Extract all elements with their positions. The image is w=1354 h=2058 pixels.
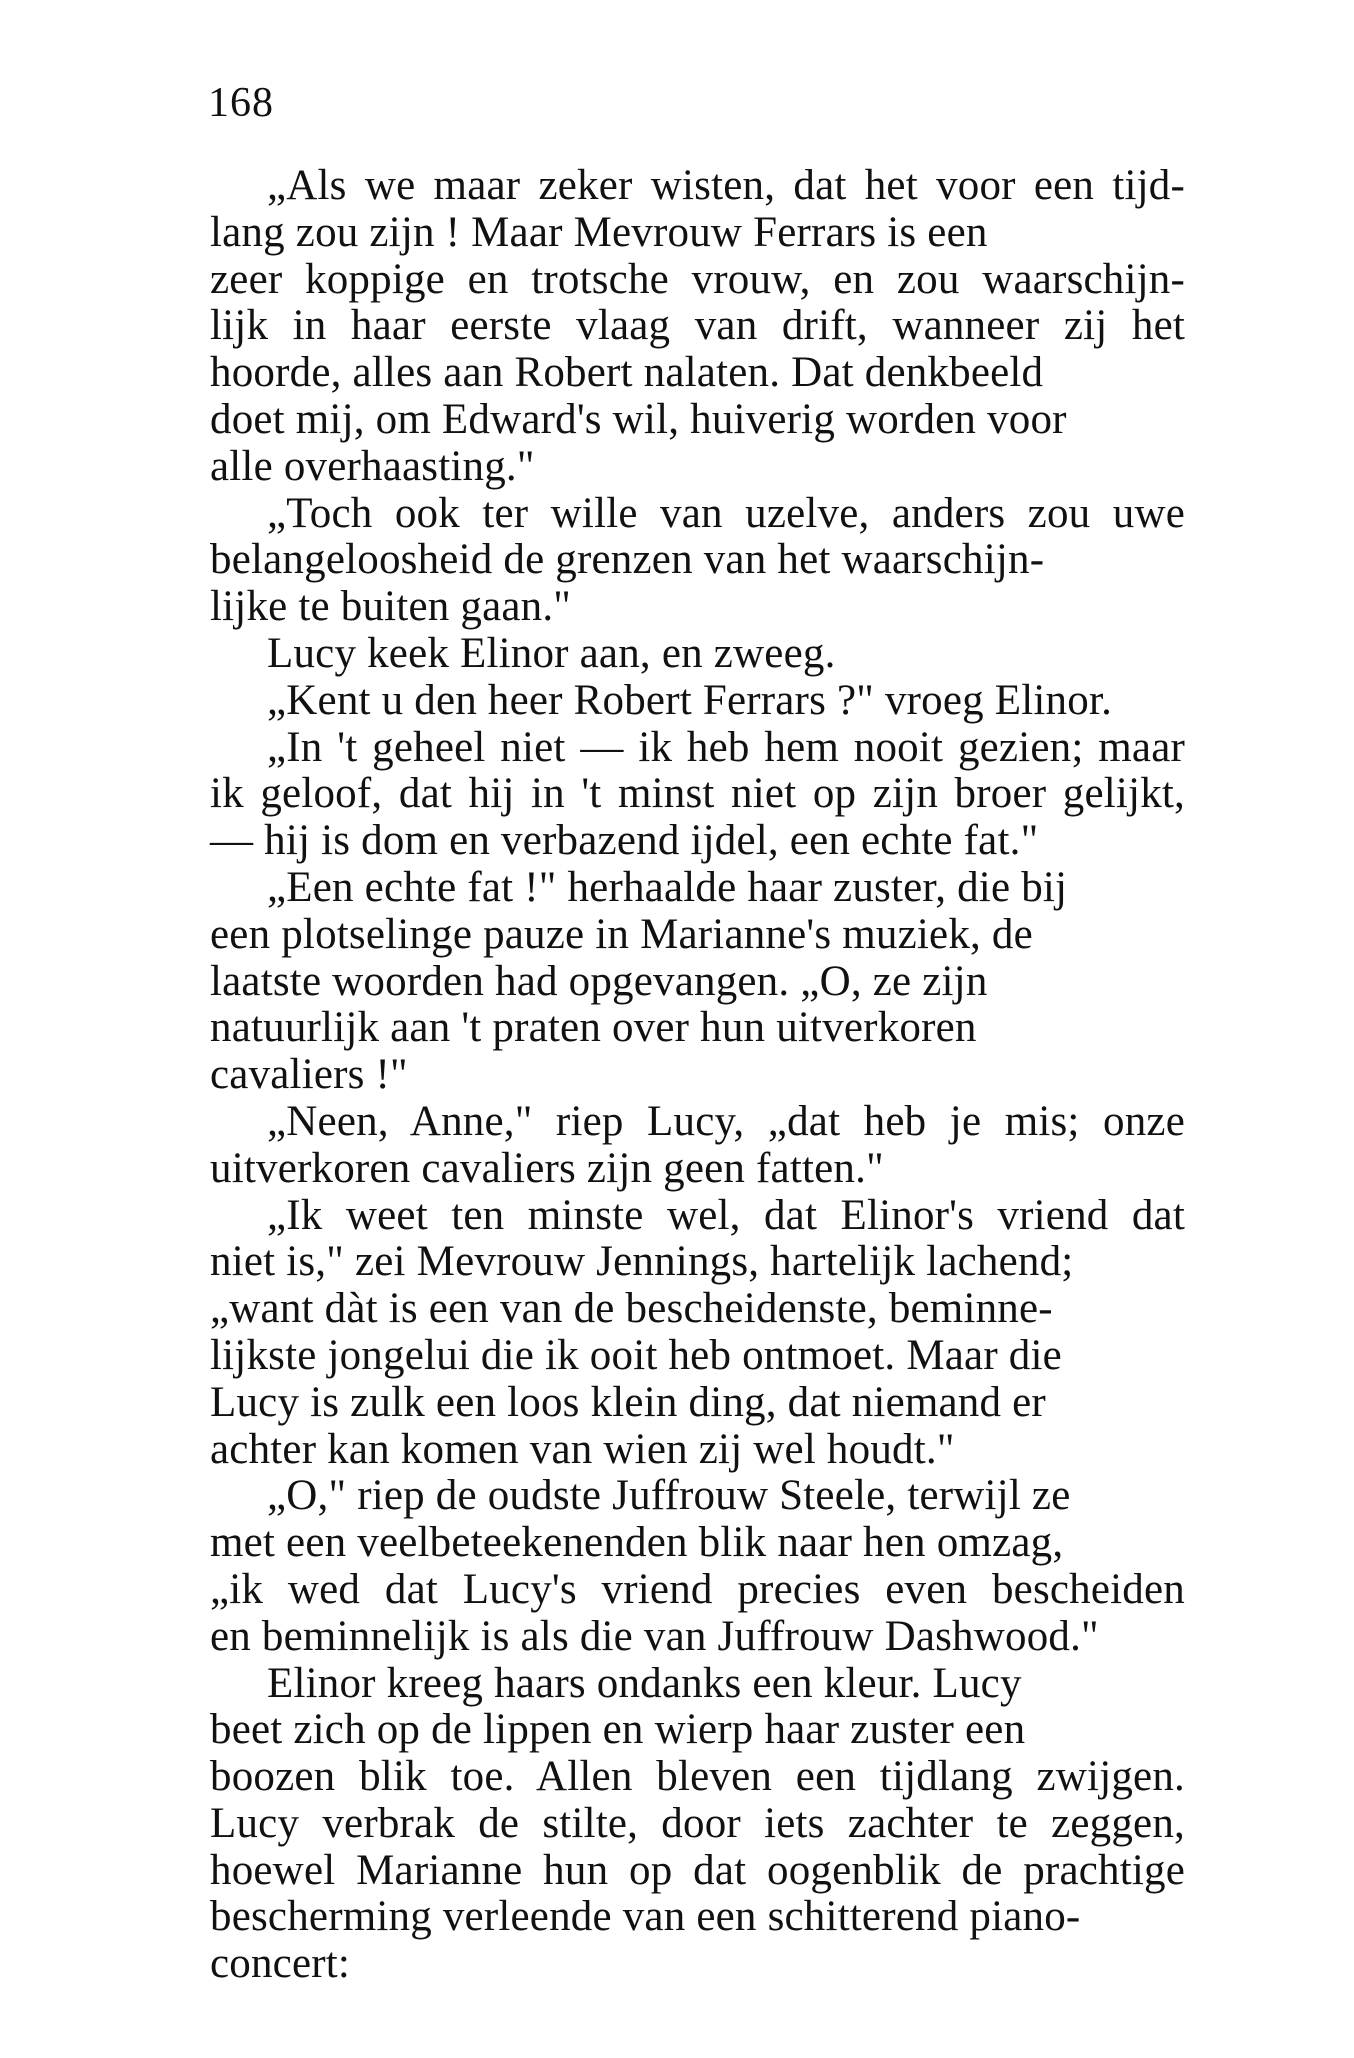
text-line: uitverkoren cavaliers zijn geen fatten." — [210, 1144, 884, 1192]
text-line: doet mij, om Edward's wil, huiverig worden voor — [210, 395, 1067, 443]
text-line: „Als we maar zeker wisten, dat het voor een tijd- — [267, 162, 1185, 209]
text-line: „Ik weet ten minste wel, dat Elinor's vriend dat — [267, 1191, 1185, 1239]
text-line: lijkste jongelui die ik ooit heb ontmoet. Maar die — [210, 1331, 1062, 1379]
text-line: „want dàt is een van de bescheidenste, beminne- — [210, 1285, 1053, 1333]
text-line: bescherming verleende van een schitterend piano- — [210, 1893, 1081, 1941]
text-line: Elinor kreeg haars ondanks een kleur. Lucy — [267, 1659, 1022, 1707]
text-line: „Neen, Anne," riep Lucy, „dat heb je mis; onze — [267, 1097, 1185, 1145]
text-line: natuurlijk aan 't praten over hun uitverkoren — [210, 1004, 977, 1052]
text-line: een plotselinge pauze in Marianne's muziek, de — [210, 910, 1033, 958]
text-line: „O," riep de oudste Juffrouw Steele, terwijl ze — [267, 1472, 1071, 1520]
text-line: achter kan komen van wien zij wel houdt." — [210, 1425, 955, 1473]
text-line: ik geloof, dat hij in 't minst niet op zijn broer gelijkt, — [210, 770, 1185, 818]
text-line: beet zich op de lippen en wierp haar zuster een — [210, 1706, 1026, 1754]
text-line: cavaliers !" — [210, 1051, 408, 1099]
body-text — [210, 163, 1185, 1988]
text-line: Lucy is zulk een loos klein ding, dat niemand er — [210, 1378, 1046, 1426]
text-line: zeer koppige en trotsche vrouw, en zou waarschijn- — [210, 255, 1185, 303]
text-line: Lucy keek Elinor aan, en zweeg. — [267, 629, 836, 677]
text-line: „Kent u den heer Robert Ferrars ?" vroeg Elinor. — [267, 676, 1113, 724]
text-line: lijk in haar eerste vlaag van drift, wanneer zij het — [210, 302, 1185, 350]
text-line: alle overhaasting." — [210, 442, 535, 490]
text-line: boozen blik toe. Allen bleven een tijdlang zwijgen. — [210, 1753, 1185, 1801]
text-line: „ik wed dat Lucy's vriend precies even bescheiden — [210, 1565, 1185, 1613]
text-line: lang zou zijn ! Maar Mevrouw Ferrars is een — [210, 208, 988, 256]
text-line: — hij is dom en verbazend ijdel, een echte fat." — [210, 817, 1039, 865]
text-line: concert: — [210, 1940, 351, 1988]
page-number: 168 — [208, 80, 274, 126]
text-line: niet is," zei Mevrouw Jennings, hartelijk lachend; — [210, 1238, 1074, 1286]
text-line: „Toch ook ter wille van uzelve, anders zou uwe — [267, 489, 1185, 537]
text-line: belangeloosheid de grenzen van het waarschijn- — [210, 536, 1045, 584]
text-line: lijke te buiten gaan." — [210, 583, 572, 631]
text-line: laatste woorden had opgevangen. „O, ze zijn — [210, 957, 988, 1005]
text-line: hoorde, alles aan Robert nalaten. Dat denkbeeld — [210, 349, 1044, 397]
text-line: „In 't geheel niet — ik heb hem nooit gezien; maar — [267, 723, 1185, 771]
text-line: Lucy verbrak de stilte, door iets zachter te zeggen, — [210, 1799, 1185, 1847]
text-line: en beminnelijk is als die van Juffrouw Dashwood." — [210, 1612, 1099, 1660]
text-line: „Een echte fat !" herhaalde haar zuster, die bij — [267, 863, 1068, 911]
text-line: hoewel Marianne hun op dat oogenblik de prachtige — [210, 1846, 1185, 1894]
text-line: met een veelbeteekenenden blik naar hen omzag, — [210, 1519, 1064, 1567]
